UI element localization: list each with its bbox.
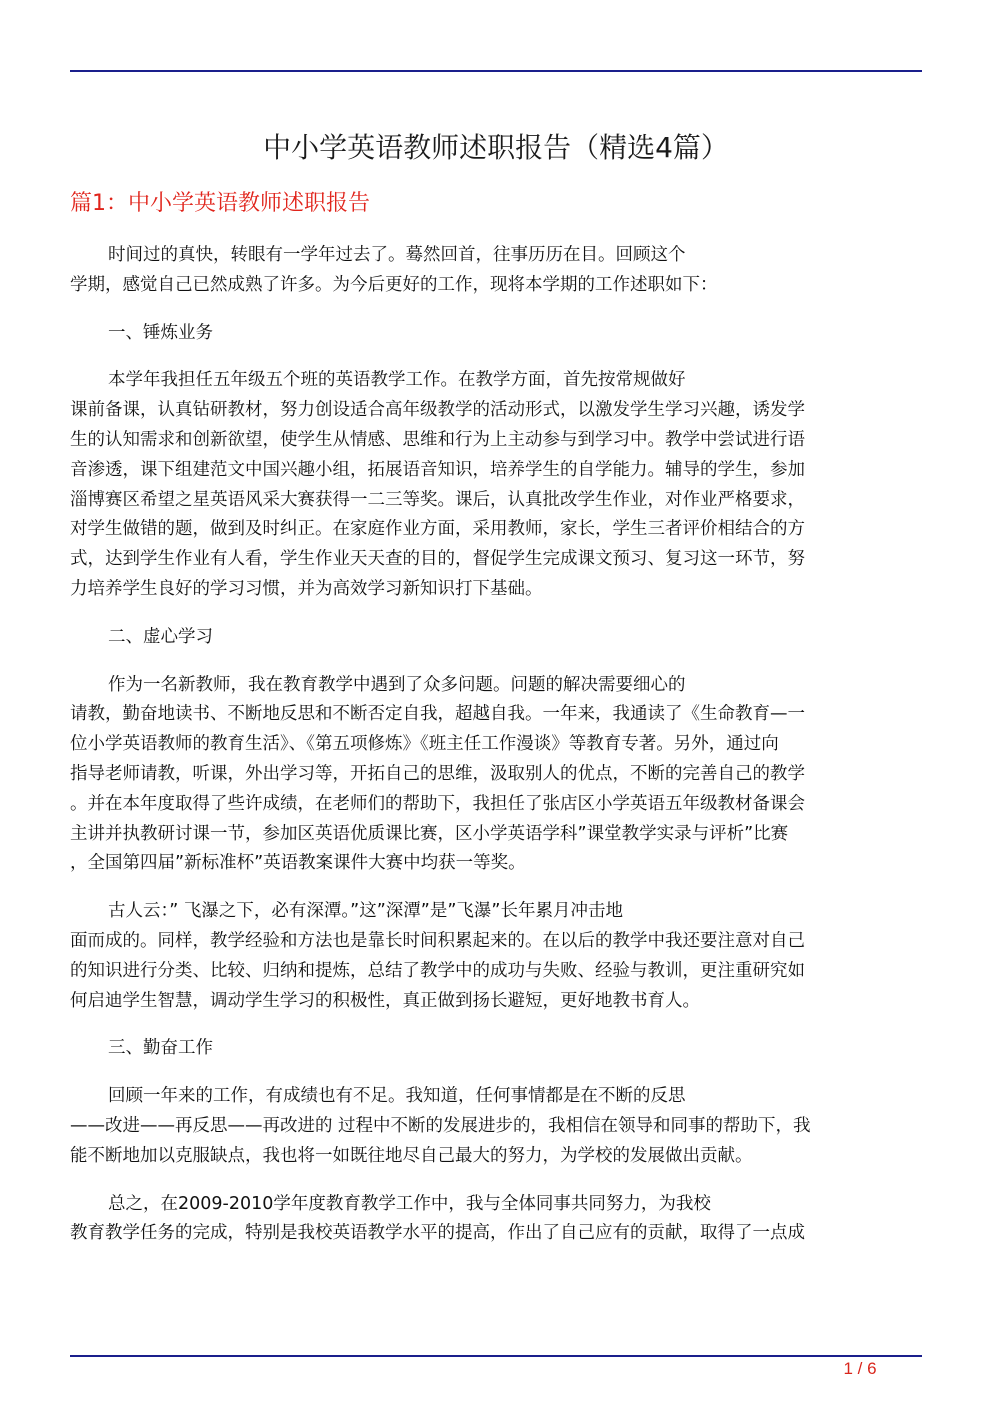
paragraph-gap [70, 1016, 915, 1034]
text-line: 面而成的。同样，教学经验和方法也是靠长时间积累起来的。在以后的教学中我还要注意对自己 [70, 930, 805, 951]
section-heading [70, 1034, 915, 1064]
text-line: 音渗透，课下组建范文中国兴趣小组，拓展语音知识，培养学生的自学能力。辅导的学生，参加 [70, 459, 805, 480]
text-line: 三、勤奋工作 [108, 1038, 213, 1059]
text-line: 对学生做错的题，做到及时纠正。在家庭作业方面，采用教师，家长，学生三者评价相结合的方 [70, 519, 805, 540]
text-line: ，全国第四届”新标准杯”英语教案课件大赛中均获一等奖。 [70, 853, 526, 874]
text-line: 力培养学生良好的学习习惯，并为高效学习新知识打下基础。 [70, 578, 543, 599]
text-line: 。并在本年度取得了些许成绩，在老师们的帮助下，我担任了张店区小学英语五年级教材备课会 [70, 793, 805, 814]
paragraph [70, 1082, 915, 1171]
text-line: 淄博赛区希望之星英语风采大赛获得一二三等奖。课后，认真批改学生作业，对作业严格要求， [70, 489, 805, 510]
paragraph-gap [70, 653, 915, 671]
text-line: 学期，感觉自己已然成熟了许多。为今后更好的工作，现将本学期的工作述职如下： [70, 274, 718, 295]
text-line: 指导老师请教，听课，外出学习等，开拓自己的思维，汲取别人的优点，不断的完善自己的教学 [70, 763, 805, 784]
paragraph-gap [70, 348, 915, 366]
paragraph-gap [70, 301, 915, 319]
paragraph [70, 897, 915, 1016]
paragraph-gap [70, 605, 915, 623]
text-line: 位小学英语教师的教育生活》、《第五项修炼》《班主任工作漫谈》等教育专著。另外，通过向 [70, 734, 779, 755]
text-line: 一、锤炼业务 [108, 322, 213, 343]
text-line: 的知识进行分类、比较、归纳和提炼，总结了教学中的成功与失败、经验与教训，更注重研究如 [70, 960, 805, 981]
paragraph-gap [70, 1172, 915, 1190]
text-line: 生的认知需求和创新欲望，使学生从情感、思维和行为上主动参与到学习中。教学中尝试进行语 [70, 429, 805, 450]
text-line: 何启迪学生智慧，调动学生学习的积极性，真正做到扬长避短，更好地教书育人。 [70, 990, 700, 1011]
text-line: 作为一名新教师，我在教育教学中遇到了众多问题。问题的解决需要细心的 [108, 674, 686, 695]
section-heading [70, 319, 915, 349]
page-number: 1 / 6 [843, 1359, 877, 1378]
text-line: 回顾一年来的工作，有成绩也有不足。我知道，任何事情都是在不断的反思 [108, 1086, 686, 1107]
footer-rule [70, 1355, 922, 1357]
section-title: 篇1：中小学英语教师述职报告 [70, 191, 370, 216]
document-body [70, 241, 915, 1249]
paragraph [70, 1190, 915, 1250]
text-line: 请教，勤奋地读书、不断地反思和不断否定自我，超越自我。一年来，我通读了《生命教育—一 [70, 704, 805, 725]
paragraph [70, 671, 915, 880]
text-line: 本学年我担任五年级五个班的英语教学工作。在教学方面，首先按常规做好 [108, 370, 686, 391]
text-line: 总之，在2009-2010学年度教育教学工作中，我与全体同事共同努力，为我校 [108, 1193, 711, 1214]
document-title: 中小学英语教师述职报告（精选4篇） [263, 131, 729, 164]
text-line: 主讲并执教研讨课一节，参加区英语优质课比赛，区小学英语学科”课堂教学实录与评析”比赛 [70, 823, 789, 844]
paragraph [70, 366, 915, 604]
text-line: 课前备课，认真钻研教材，努力创设适合高年级教学的活动形式，以激发学生学习兴趣，诱发学 [70, 400, 805, 421]
paragraph-gap [70, 879, 915, 897]
paragraph [70, 241, 915, 301]
paragraph-gap [70, 1064, 915, 1082]
header-rule [70, 70, 922, 72]
text-line: 式，达到学生作业有人看，学生作业天天查的目的，督促学生完成课文预习、复习这一环节，努 [70, 549, 805, 570]
text-line: 教育教学任务的完成，特别是我校英语教学水平的提高，作出了自己应有的贡献，取得了一点成 [70, 1223, 805, 1244]
text-line: 二、虚心学习 [108, 626, 213, 647]
section-heading [70, 623, 915, 653]
text-line: 古人云：” 飞瀑之下，必有深潭。”这”深潭”是”飞瀑”长年累月冲击地 [108, 901, 623, 922]
text-line: 能不断地加以克服缺点，我也将一如既往地尽自己最大的努力，为学校的发展做出贡献。 [70, 1145, 753, 1166]
text-line: 时间过的真快，转眼有一学年过去了。蓦然回首，往事历历在目。回顾这个 [108, 245, 686, 265]
text-line: ——改进——再反思——再改进的 过程中不断的发展进步的，我相信在领导和同事的帮助下，我 [70, 1115, 811, 1136]
